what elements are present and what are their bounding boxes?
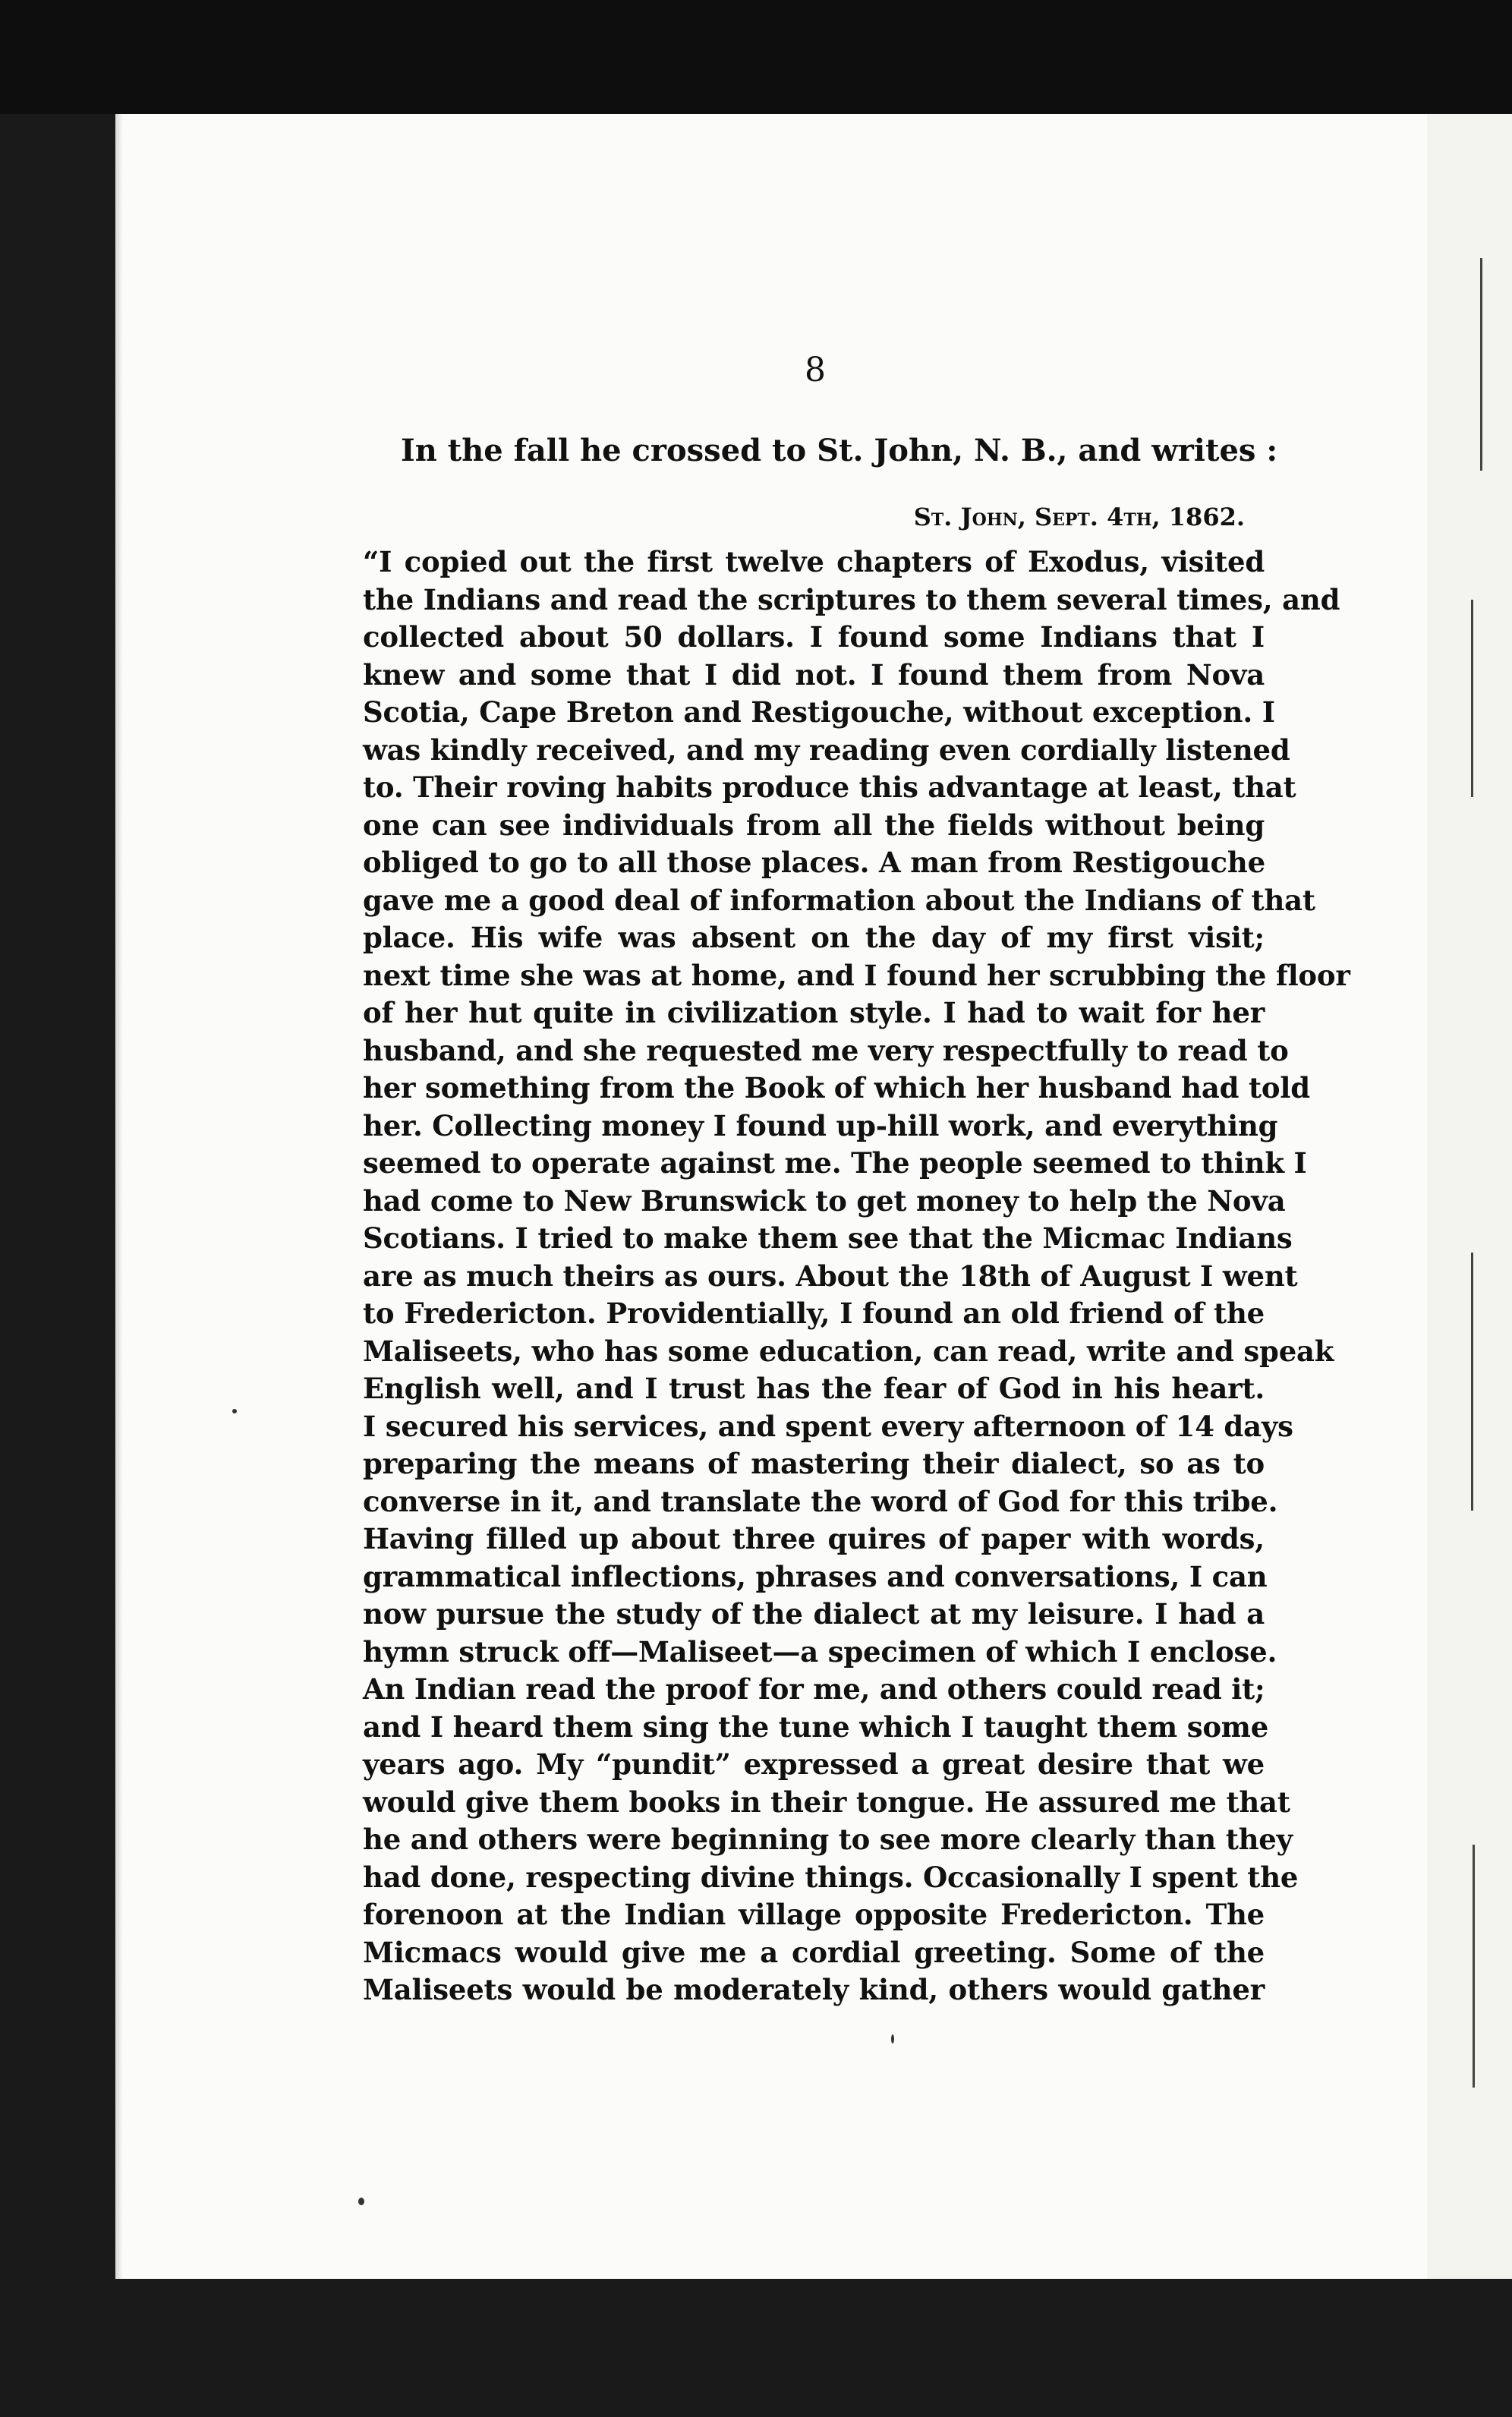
text-line: Maliseets would be moderately kind, others would gather bbox=[363, 1973, 1265, 2006]
binding-mark bbox=[1473, 1845, 1475, 2088]
intro-line: In the fall he crossed to St. John, N. B., and writes : bbox=[401, 433, 1278, 468]
letter-body bbox=[363, 544, 1350, 2236]
page-edge-shadow bbox=[115, 114, 123, 2279]
text-line: next time she was at home, and I found her scrubbing the floor bbox=[363, 958, 1350, 992]
page-number: 8 bbox=[805, 351, 826, 389]
text-line: An Indian read the proof for me, and others could read it; bbox=[363, 1672, 1265, 1706]
text-line: to Fredericton. Providentially, I found an old friend of the bbox=[363, 1297, 1265, 1330]
text-line: had done, respecting divine things. Occasionally I spent the bbox=[363, 1860, 1299, 1894]
text-line: her something from the Book of which her husband had told bbox=[363, 1071, 1310, 1105]
text-line: knew and some that I did not. I found them from Nova bbox=[363, 657, 1265, 692]
binding-mark bbox=[1471, 1253, 1473, 1511]
binding-mark bbox=[1471, 600, 1473, 797]
scan-speck bbox=[891, 2034, 894, 2044]
text-line: and I heard them sing the tune which I taught them some bbox=[363, 1710, 1269, 1744]
text-line: Having filled up about three quires of paper with words, bbox=[363, 1522, 1265, 1555]
text-line: of her hut quite in civilization style. I had to wait for her bbox=[363, 996, 1265, 1029]
text-line: gave me a good deal of information about the Indians of that bbox=[363, 883, 1315, 917]
text-line: Scotia, Cape Breton and Restigouche, without exception. I bbox=[363, 695, 1275, 729]
text-line: would give them books in their tongue. He assured me that bbox=[363, 1785, 1290, 1819]
text-line: now pursue the study of the dialect at my leisure. I had a bbox=[363, 1597, 1265, 1631]
text-line: hymn struck off—Maliseet—a specimen of which I enclose. bbox=[363, 1634, 1277, 1669]
text-line: English well, and I trust has the fear of God in his heart. bbox=[363, 1372, 1265, 1405]
text-line: obliged to go to all those places. A man from Restigouche bbox=[363, 846, 1265, 879]
text-line: Micmacs would give me a cordial greeting. Some of the bbox=[363, 1935, 1265, 1969]
text-line: I secured his services, and spent every afternoon of 14 days bbox=[363, 1409, 1293, 1443]
facing-page-edge bbox=[1427, 114, 1512, 2279]
text-line: place. His wife was absent on the day of my first visit; bbox=[363, 921, 1265, 954]
text-line: her. Collecting money I found up-hill work, and everything bbox=[363, 1108, 1278, 1142]
scan-speck bbox=[358, 2198, 364, 2205]
text-line: had come to New Brunswick to get money to help the Nova bbox=[363, 1183, 1286, 1218]
text-line: was kindly received, and my reading even cordially listened bbox=[363, 733, 1290, 767]
text-line: years ago. My “pundit” expressed a great desire that we bbox=[363, 1747, 1265, 1781]
text-line: he and others were beginning to see more clearly than they bbox=[363, 1823, 1293, 1856]
text-line: Maliseets, who has some education, can read, write and speak bbox=[363, 1334, 1334, 1368]
binding-mark bbox=[1480, 258, 1482, 471]
scan-speck bbox=[232, 1409, 237, 1413]
text-line: preparing the means of mastering their dialect, so as to bbox=[363, 1447, 1265, 1480]
letter-dateline: St. John, Sept. 4th, 1862. bbox=[913, 503, 1245, 531]
text-line: “I copied out the first twelve chapters of Exodus, visited bbox=[363, 545, 1265, 578]
text-line: grammatical inflections, phrases and conversations, I can bbox=[363, 1559, 1268, 1593]
text-line: to. Their roving habits produce this advantage at least, that bbox=[363, 770, 1296, 804]
text-line: seemed to operate against me. The people seemed to think I bbox=[363, 1146, 1307, 1180]
text-line: converse in it, and translate the word of God for this tribe. bbox=[363, 1484, 1278, 1518]
text-line: are as much theirs as ours. About the 18th of August I went bbox=[363, 1259, 1298, 1293]
text-line: the Indians and read the scriptures to them several times, and bbox=[363, 582, 1340, 616]
scan-background-top bbox=[0, 0, 1512, 114]
text-line: husband, and she requested me very respectfully to read to bbox=[363, 1033, 1289, 1067]
text-line: forenoon at the Indian village opposite Fredericton. The bbox=[363, 1898, 1265, 1931]
text-line: collected about 50 dollars. I found some Indians that I bbox=[363, 620, 1265, 654]
text-line: Scotians. I tried to make them see that the Micmac Indians bbox=[363, 1221, 1293, 1255]
text-line: one can see individuals from all the fields without being bbox=[363, 808, 1265, 842]
